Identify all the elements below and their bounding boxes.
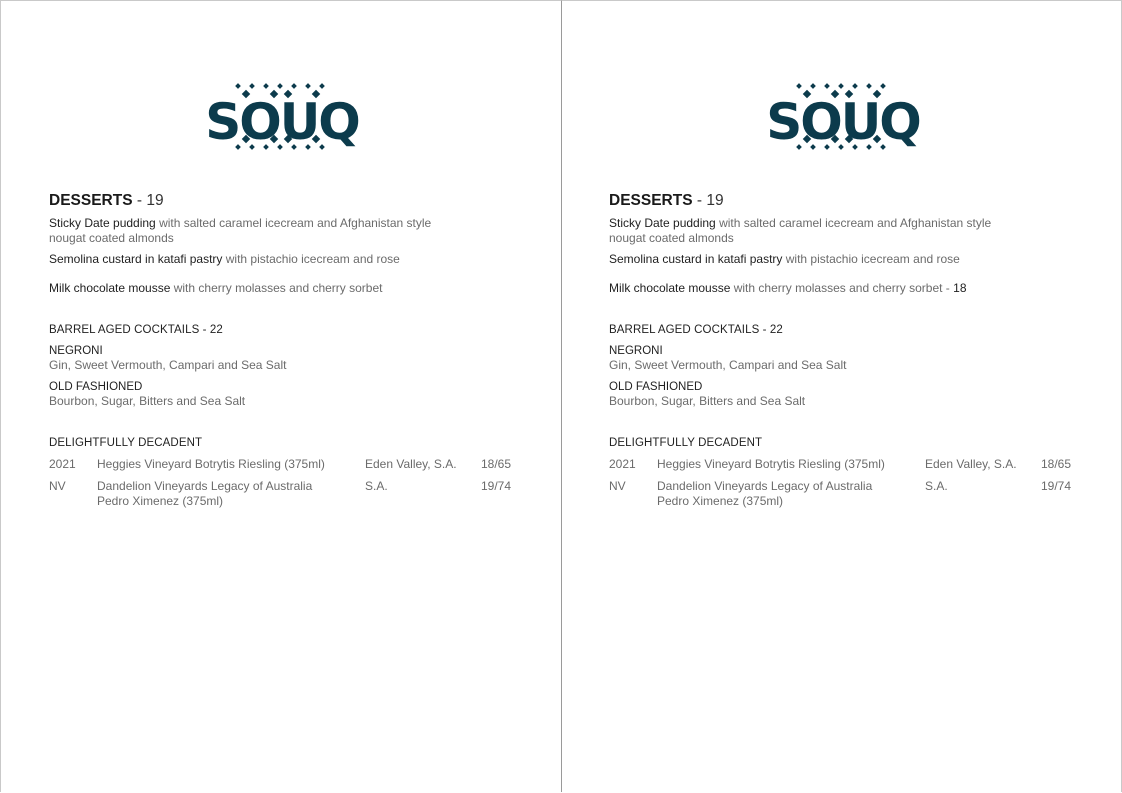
cocktails-heading: BARREL AGED COCKTAILS - 22 bbox=[609, 324, 783, 336]
cocktail-desc: Bourbon, Sugar, Bitters and Sea Salt bbox=[49, 393, 246, 408]
cocktails-heading: BARREL AGED COCKTAILS - 22 bbox=[49, 324, 223, 336]
wine-year: 2021 bbox=[609, 457, 636, 471]
dessert-item-desc-line2: nougat coated almonds bbox=[609, 230, 734, 245]
wine-year: 2021 bbox=[49, 457, 76, 471]
souq-logo bbox=[766, 81, 920, 153]
wine-price: 18/65 bbox=[481, 457, 512, 471]
wines-heading: DELIGHTFULLY DECADENT bbox=[609, 437, 763, 449]
wine-region: S.A. bbox=[365, 479, 388, 493]
dessert-item: Sticky Date pudding with salted caramel icecream and Afghanistan style bbox=[49, 216, 432, 230]
cocktail-desc: Gin, Sweet Vermouth, Campari and Sea Salt bbox=[49, 358, 287, 372]
desserts-heading: DESSERTS - 19 bbox=[609, 192, 724, 209]
wine-name: Heggies Vineyard Botrytis Riesling (375ml) bbox=[657, 457, 885, 471]
wine-region: Eden Valley, S.A. bbox=[925, 457, 1017, 471]
wine-row bbox=[609, 479, 1079, 509]
menu-page-right bbox=[562, 0, 1122, 792]
cocktail-name: NEGRONI bbox=[609, 345, 663, 357]
wine-name: Heggies Vineyard Botrytis Riesling (375ml) bbox=[97, 457, 325, 471]
dessert-item: Milk chocolate mousse with cherry molasses and cherry sorbet bbox=[49, 280, 383, 295]
svg-text:SOUQ: SOUQ bbox=[205, 93, 359, 151]
dessert-item: Sticky Date pudding with salted caramel icecream and Afghanistan style bbox=[609, 216, 992, 230]
wine-price: 18/65 bbox=[1041, 457, 1072, 471]
cocktail-desc: Bourbon, Sugar, Bitters and Sea Salt bbox=[609, 393, 806, 408]
wine-year: NV bbox=[609, 479, 626, 493]
dessert-item: Semolina custard in katafi pastry with pistachio icecream and rose bbox=[49, 252, 400, 266]
wine-year: NV bbox=[49, 479, 66, 493]
cocktail-desc: Gin, Sweet Vermouth, Campari and Sea Salt bbox=[609, 358, 847, 372]
svg-text:SOUQ: SOUQ bbox=[766, 93, 920, 151]
menu-content bbox=[49, 191, 519, 509]
souq-logo bbox=[205, 81, 359, 153]
wine-row bbox=[609, 457, 1079, 479]
wine-price: 19/74 bbox=[481, 479, 512, 493]
dessert-item: Milk chocolate mousse with cherry molasses and cherry sorbet - 18 bbox=[609, 280, 967, 295]
cocktail-name: NEGRONI bbox=[49, 345, 103, 357]
desserts-heading: DESSERTS - 19 bbox=[49, 192, 164, 209]
wine-region: Eden Valley, S.A. bbox=[365, 457, 457, 471]
dessert-item-desc-line2: nougat coated almonds bbox=[49, 230, 174, 245]
wine-row bbox=[49, 457, 519, 479]
wine-row bbox=[49, 479, 519, 509]
cocktail-name: OLD FASHIONED bbox=[49, 380, 143, 393]
dessert-item: Semolina custard in katafi pastry with pistachio icecream and rose bbox=[609, 252, 960, 266]
wine-region: S.A. bbox=[925, 479, 948, 493]
wines-heading: DELIGHTFULLY DECADENT bbox=[49, 437, 203, 449]
menu-content bbox=[609, 191, 1079, 509]
souq-logo-graphic bbox=[205, 81, 359, 153]
cocktail-name: OLD FASHIONED bbox=[609, 380, 703, 393]
wine-name: Dandelion Vineyards Legacy of Australia Pedro Ximenez (375ml) bbox=[97, 479, 313, 508]
wine-price: 19/74 bbox=[1041, 479, 1072, 493]
wine-name: Dandelion Vineyards Legacy of Australia Pedro Ximenez (375ml) bbox=[657, 479, 873, 508]
souq-logo-graphic bbox=[766, 81, 920, 153]
